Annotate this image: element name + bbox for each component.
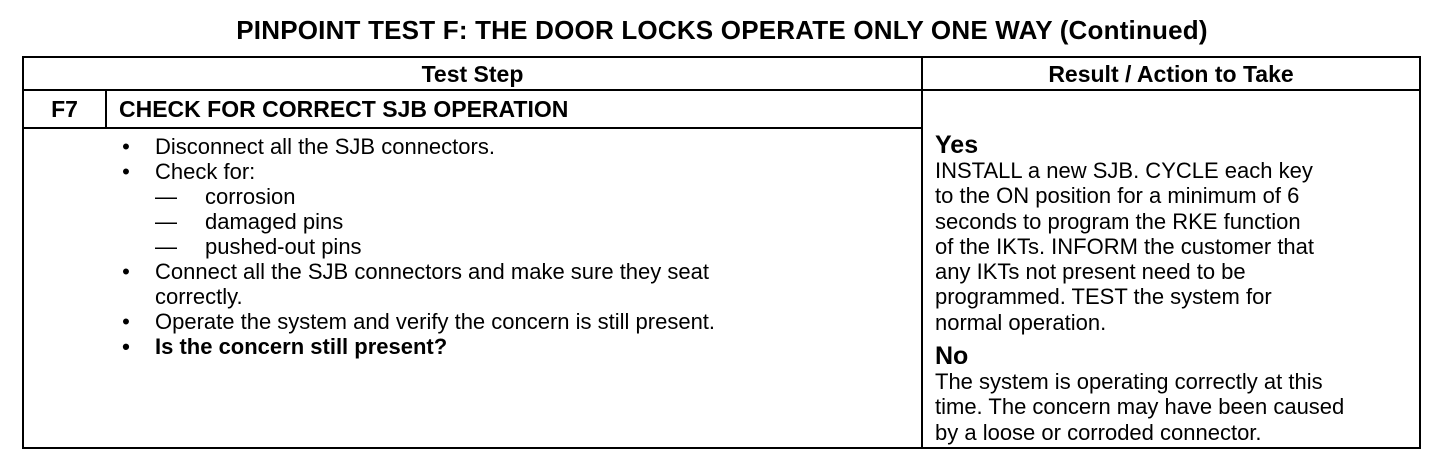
result-no-line: time. The concern may have been caused <box>935 394 1345 420</box>
page-title: PINPOINT TEST F: THE DOOR LOCKS OPERATE ONLY ONE WAY (Continued) <box>236 15 1208 45</box>
result-yes <box>935 132 1415 335</box>
bullet: • <box>122 134 130 159</box>
step-id-divider <box>105 91 107 128</box>
result-no <box>935 343 1415 445</box>
result-yes-line: seconds to program the RKE function <box>935 208 1301 234</box>
result-yes-line: programmed. TEST the system for <box>935 284 1272 310</box>
result-no-line: by a loose or corroded connector. <box>935 419 1262 445</box>
result-yes-line: INSTALL a new SJB. CYCLE each key <box>935 158 1313 183</box>
header-test-step: Test Step <box>421 61 524 87</box>
bullet: • <box>122 259 130 284</box>
result-yes-line: of the IKTs. INFORM the customer that <box>935 233 1315 259</box>
dash: — <box>155 209 177 234</box>
dash: — <box>155 234 177 259</box>
result-no-line: The system is operating correctly at this <box>935 369 1323 394</box>
result-yes-line: any IKTs not present need to be <box>935 259 1246 285</box>
dash: — <box>155 184 177 209</box>
step-id: F7 <box>51 96 78 122</box>
step-title: CHECK FOR CORRECT SJB OPERATION <box>119 96 569 122</box>
step-title-divider <box>24 127 921 129</box>
result-yes-line: to the ON position for a minimum of 6 <box>935 183 1300 209</box>
bullet: • <box>122 334 130 359</box>
result-yes-line: normal operation. <box>935 309 1107 335</box>
header-result-action: Result / Action to Take <box>1048 61 1294 87</box>
result-yes-label: Yes <box>935 131 979 159</box>
column-divider <box>921 58 923 447</box>
result-no-label: No <box>935 342 969 370</box>
bullet: • <box>122 159 130 184</box>
pinpoint-test-table: Test Step Result / Action to Take F7 CHECK FOR CORRECT SJB OPERATION • Disconnect all the SJB connectors. • Check for: — corrosion — damaged pins — pushed-out pins • Connect all the SJB connectors and make sure they seat correctly. • Operate the system and verify the concern is still present. • Is the concern still present? Yes INSTALL a new SJB. CYCLE each key to the ON position for a minimum of 6 seconds to program the RKE function of the IKTs. INFORM the customer that any IKTs not present need to be programmed. TEST the system for normal operation. No The system is operating correctly at this time. The concern may have been caused by a loose or corroded connector. <box>22 56 1421 449</box>
bullet: • <box>122 309 130 334</box>
